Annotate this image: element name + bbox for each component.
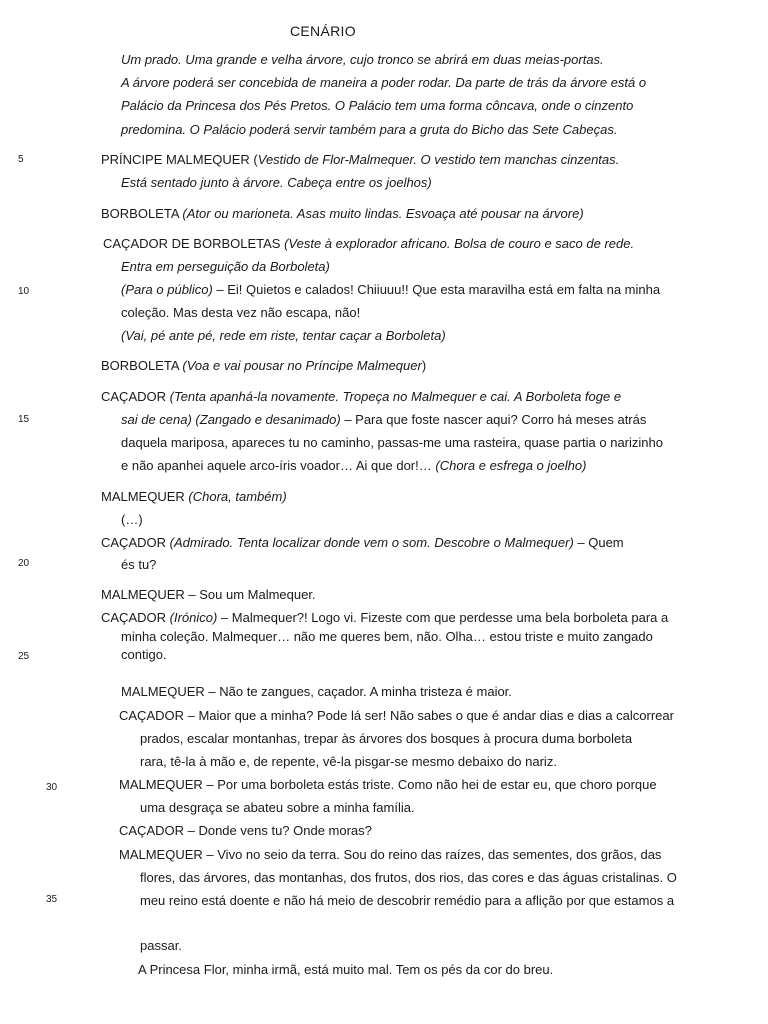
dialogue-line: minha coleção. Malmequer… não me queres bem, não. Olha… estou triste e muito zangado (121, 629, 653, 644)
line-number: 10 (18, 286, 30, 297)
dialogue-line: CAÇADOR – Donde vens tu? Onde moras? (119, 823, 372, 838)
dialogue-line: rara, tê-la à mão e, de repente, vê-la pisgar-se mesmo debaixo do nariz. (140, 754, 557, 769)
dialogue-line: flores, das árvores, das montanhas, dos frutos, dos rios, das cores e das águas cristalinas. O (140, 870, 677, 885)
dialogue-line: coleção. Mas desta vez não escapa, não! (121, 305, 361, 320)
dialogue-line: Está sentado junto à árvore. Cabeça entre os joelhos) (121, 175, 432, 190)
dialogue-line: BORBOLETA (Voa e vai pousar no Príncipe Malmequer) (101, 358, 427, 373)
dialogue-line: CAÇADOR (Admirado. Tenta localizar donde vem o som. Descobre o Malmequer) – Quem (101, 535, 624, 550)
stage-direction-line: A árvore poderá ser concebida de maneira a poder rodar. Da parte de trás da árvore está o (121, 75, 647, 90)
dialogue-line: uma desgraça se abateu sobre a minha família. (140, 800, 415, 815)
line-number: 5 (18, 154, 24, 165)
dialogue-line: MALMEQUER – Sou um Malmequer. (101, 587, 316, 602)
dialogue-line: MALMEQUER – Por uma borboleta estás triste. Como não hei de estar eu, que choro porque (119, 777, 657, 792)
dialogue-line: prados, escalar montanhas, trepar às árvores dos bosques à procura duma borboleta (140, 731, 633, 746)
stage-direction-line: predomina. O Palácio poderá servir também para a gruta do Bicho das Sete Cabeças. (121, 122, 618, 137)
dialogue-line: Entra em perseguição da Borboleta) (121, 259, 330, 274)
dialogue-line: CAÇADOR DE BORBOLETAS (Veste à explorador africano. Bolsa de couro e saco de rede. (103, 236, 635, 251)
dialogue-line: MALMEQUER – Vivo no seio da terra. Sou do reino das raízes, das sementes, dos grãos, das (119, 847, 662, 862)
dialogue-line: (Para o público) – Ei! Quietos e calados! Chiiuuu!! Que esta maravilha está em falta na minha (121, 282, 661, 297)
dialogue-line: BORBOLETA (Ator ou marioneta. Asas muito lindas. Esvoaça até pousar na árvore) (101, 206, 584, 221)
dialogue-line: A Princesa Flor, minha irmã, está muito mal. Tem os pés da cor do breu. (138, 962, 554, 977)
dialogue-line: CAÇADOR – Maior que a minha? Pode lá ser! Não sabes o que é andar dias e dias a calcorrear (119, 708, 674, 723)
dialogue-line: sai de cena) (Zangado e desanimado) – Para que foste nascer aqui? Corro há meses atrás (121, 412, 647, 427)
line-number: 30 (46, 782, 58, 793)
dialogue-line: daquela mariposa, apareces tu no caminho, passas-me uma rasteira, quase partia o narizinho (121, 435, 663, 450)
stage-direction-line: Um prado. Uma grande e velha árvore, cujo tronco se abrirá em duas meias-portas. (121, 52, 604, 67)
line-number: 15 (18, 414, 30, 425)
dialogue-line: contigo. (121, 647, 167, 662)
dialogue-line: MALMEQUER – Não te zangues, caçador. A minha tristeza é maior. (121, 684, 512, 699)
dialogue-line: CAÇADOR (Irónico) – Malmequer?! Logo vi. Fizeste com que perdesse uma bela borboleta para a (101, 610, 669, 625)
dialogue-line: (Vai, pé ante pé, rede em riste, tentar caçar a Borboleta) (121, 328, 446, 343)
line-number: 25 (18, 651, 30, 662)
stage-direction-line: Palácio da Princesa dos Pés Pretos. O Palácio tem uma forma côncava, onde o cinzento (121, 98, 634, 113)
dialogue-line: PRÍNCIPE MALMEQUER (Vestido de Flor-Malmequer. O vestido tem manchas cinzentas. (101, 152, 620, 167)
page-title: CENÁRIO (290, 23, 356, 39)
dialogue-line: MALMEQUER (Chora, também) (101, 489, 287, 504)
dialogue-line: passar. (140, 938, 182, 953)
line-number: 20 (18, 558, 30, 569)
line-number: 35 (46, 894, 58, 905)
dialogue-line: meu reino está doente e não há meio de descobrir remédio para a aflição por que estamos a (140, 893, 675, 908)
dialogue-line: és tu? (121, 557, 157, 572)
dialogue-line: e não apanhei aquele arco-íris voador… Ai que dor!… (Chora e esfrega o joelho) (121, 458, 587, 473)
dialogue-line: CAÇADOR (Tenta apanhá-la novamente. Tropeça no Malmequer e cai. A Borboleta foge e (101, 389, 622, 404)
dialogue-line: (…) (121, 512, 143, 527)
